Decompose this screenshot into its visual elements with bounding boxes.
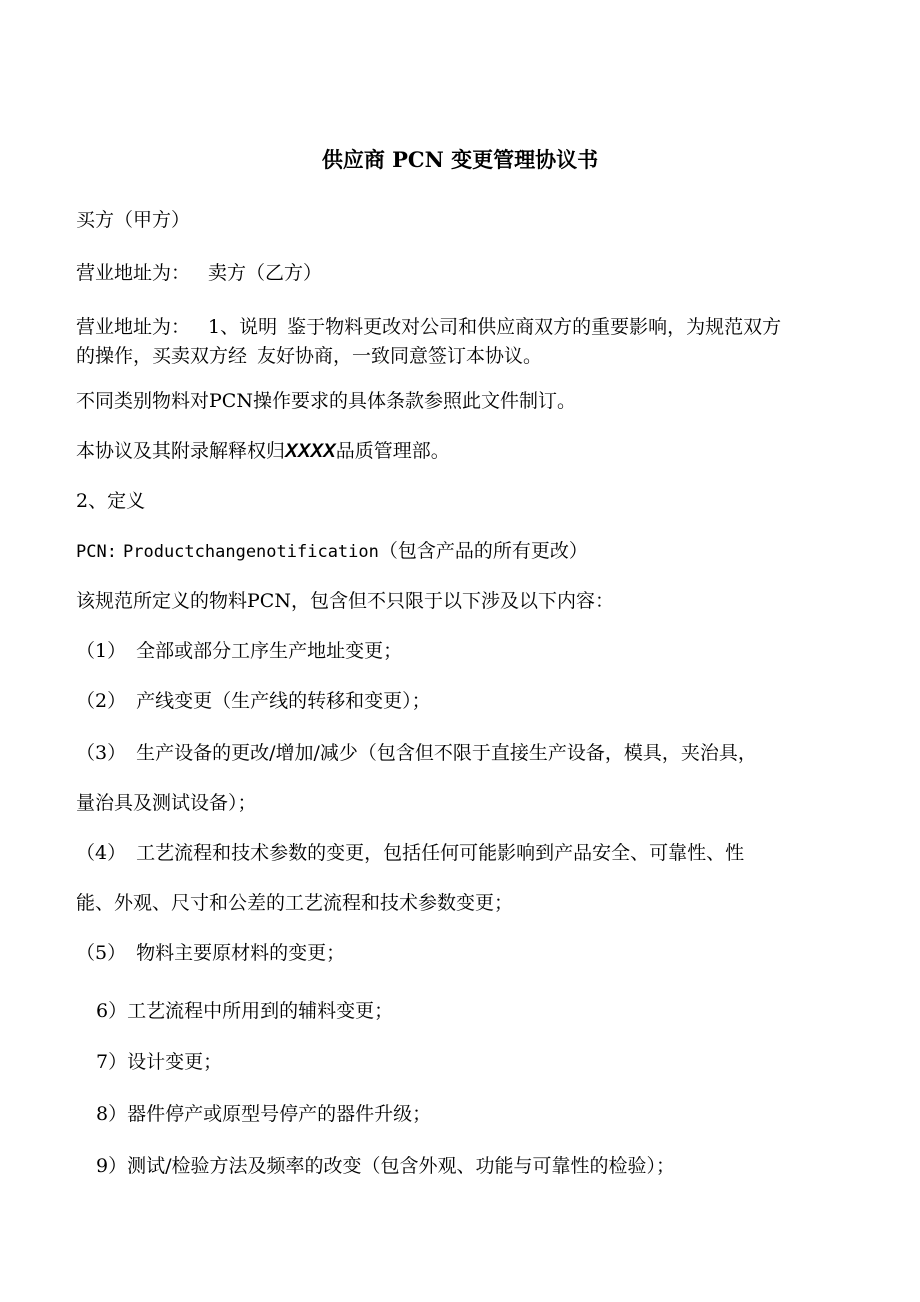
list-item-3 [76, 736, 757, 770]
pcn-term: Productchangenotification [123, 542, 379, 562]
section1-text: 的操作，买卖双方经 [76, 345, 248, 367]
item-text: 生产设备的更改/增加/减少（包含但不限于直接生产设备，模具，夹治具， [136, 742, 757, 764]
address-seller-line [76, 256, 322, 290]
pcn-scope [76, 584, 614, 618]
scope-paragraph [76, 384, 576, 418]
list-item-3-continuation: 量治具及测试设备）； [76, 792, 257, 814]
item-number: （5） [76, 942, 127, 964]
rights-text: 品质管理部。 [335, 440, 450, 462]
list-item-9: 9）测试/检验方法及频率的改变（包含外观、功能与可靠性的检验）； [96, 1155, 675, 1177]
list-item-2 [76, 684, 431, 718]
list-item-8: 8）器件停产或原型号停产的器件升级； [96, 1103, 432, 1125]
scope-text: ，包含但不只限于以下涉及以下内容： [290, 590, 614, 612]
item-number: （2） [76, 690, 127, 712]
pcn-term: PCN [209, 390, 253, 412]
list-item-1 [76, 634, 402, 668]
list-item-5 [76, 936, 345, 970]
address-label: 营业地址为： [76, 262, 191, 284]
scope-text: 不同类别物料对 [76, 390, 210, 412]
item-number: （3） [76, 742, 127, 764]
item-number: （4） [76, 842, 127, 864]
company-code: XXXX [285, 441, 336, 462]
pcn-term: PCN [247, 590, 291, 612]
rights-text: 本协议及其附录解释权归 [76, 440, 286, 462]
item-number: （1） [76, 640, 127, 662]
pcn-label: PCN: [76, 542, 117, 562]
item-text: 产线变更（生产线的转移和变更）； [136, 690, 431, 712]
address-label: 营业地址为： [76, 316, 191, 338]
section2-heading: 2、定义 [76, 490, 146, 512]
section1-continuation [76, 339, 542, 373]
section1-text: 友好协商，一致同意签订本协议。 [257, 345, 543, 367]
item-text: 全部或部分工序生产地址变更； [136, 640, 403, 662]
item-text: 工艺流程和技术参数的变更，包括任何可能影响到产品安全、可靠性、性 [136, 842, 745, 864]
section1-text: 鉴于物料更改对公司和供应商双方的重要影响，为规范双方 [287, 316, 782, 338]
scope-text: 该规范所定义的物料 [76, 590, 248, 612]
pcn-definition [76, 534, 588, 569]
list-item-7: 7）设计变更； [96, 1051, 223, 1073]
item-text: 物料主要原材料的变更； [136, 942, 346, 964]
scope-text: 操作要求的具体条款参照此文件制订。 [252, 390, 576, 412]
pcn-note: （包含产品的所有更改） [378, 540, 588, 562]
document-title: 供应商 PCN 变更管理协议书 [321, 147, 599, 172]
section1-heading: 1、说明 [208, 316, 278, 338]
rights-paragraph [76, 434, 450, 469]
buyer-label: 买方（甲方） [76, 209, 191, 231]
list-item-4 [76, 836, 744, 870]
list-item-6: 6）工艺流程中所用到的辅料变更； [96, 1000, 394, 1022]
list-item-4-continuation: 能、外观、尺寸和公差的工艺流程和技术参数变更； [76, 892, 514, 914]
seller-label: 卖方（乙方） [208, 262, 323, 284]
